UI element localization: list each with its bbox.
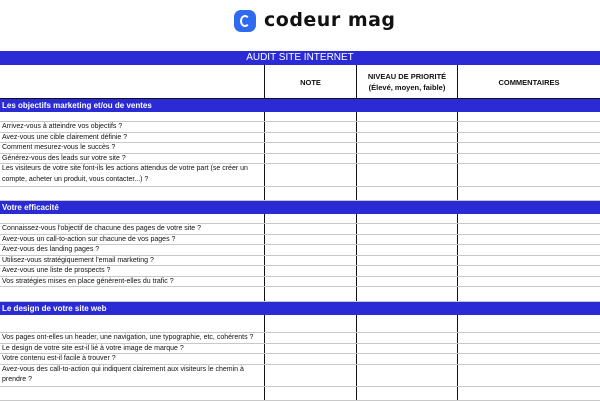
- question-cell: Les visiteurs de votre site font-ils les actions attendus de votre part (se créer un compte, acheter un produit, vous contacter...) ?: [2, 165, 248, 183]
- question-cell: Avez-vous des landing pages ?: [2, 246, 100, 253]
- table-row[interactable]: [0, 164, 600, 187]
- table-row[interactable]: [0, 365, 600, 387]
- column-header-note: NOTE: [300, 77, 321, 87]
- question-cell: Utilisez-vous stratégiquement l'email marketing ?: [2, 256, 154, 264]
- table-row[interactable]: [0, 266, 600, 277]
- section-header: Les objectifs marketing et/ou de ventes: [0, 99, 600, 112]
- spacer-row: [0, 214, 600, 224]
- spacer-row: [0, 387, 600, 401]
- table-row[interactable]: [0, 235, 600, 246]
- question-cell: Avez-vous des call-to-action qui indiquent clairement aux visiteurs le chemin à prendre ?: [2, 365, 244, 383]
- table-row[interactable]: [0, 344, 600, 355]
- priority-hint: (Élevé, moyen, faible): [368, 83, 446, 92]
- question-cell: Vos stratégies mises en place génèrent-elles du trafic ?: [2, 277, 174, 285]
- question-cell: Générez-vous des leads sur votre site ?: [2, 154, 126, 162]
- sheet-title: AUDIT SITE INTERNET: [0, 51, 600, 65]
- question-cell: Connaissez-vous l'objectif de chacune des pages de votre site ?: [2, 225, 202, 232]
- spacer-row: [0, 287, 600, 302]
- table-row[interactable]: [0, 256, 600, 267]
- table-row[interactable]: [0, 333, 600, 344]
- question-cell: Arrivez-vous à atteindre vos objectifs ?: [2, 123, 123, 130]
- brand-name: codeur mag: [264, 9, 396, 31]
- table-row[interactable]: [0, 122, 600, 133]
- section-header: Le design de votre site web: [0, 302, 600, 315]
- question-cell: Le design de votre site est-il lié à votre image de marque ?: [2, 344, 184, 352]
- question-cell: Vos pages ont-elles un header, une navigation, une typographie, etc, cohérents ?: [2, 334, 254, 341]
- table-row[interactable]: [0, 245, 600, 256]
- priority-label: NIVEAU DE PRIORITÉ: [367, 72, 447, 81]
- column-header-comments: COMMENTAIRES: [498, 77, 560, 87]
- table-row[interactable]: [0, 133, 600, 144]
- question-cell: Votre contenu est-il facile à trouver ?: [2, 355, 116, 362]
- spacer-row: [0, 315, 600, 333]
- codeur-logo-icon: [234, 10, 256, 32]
- table-row[interactable]: [0, 154, 600, 165]
- table-row[interactable]: [0, 354, 600, 365]
- question-cell: Comment mesurez-vous le succès ?: [2, 144, 116, 151]
- audit-table: [0, 65, 600, 401]
- table-row[interactable]: [0, 277, 600, 288]
- column-header-priority: [357, 65, 457, 99]
- question-cell: Avez-vous un call-to-action sur chacune de vos pages ?: [2, 235, 176, 243]
- section-header: Votre efficacité: [0, 201, 600, 214]
- brand-logo: [0, 0, 600, 46]
- question-cell: Avez-vous une liste de prospects ?: [2, 267, 111, 274]
- spacer-row: [0, 187, 600, 201]
- question-cell: Avez-vous une cible clairement définie ?: [2, 133, 128, 141]
- table-row[interactable]: [0, 143, 600, 154]
- spacer-row: [0, 112, 600, 122]
- table-row[interactable]: [0, 224, 600, 235]
